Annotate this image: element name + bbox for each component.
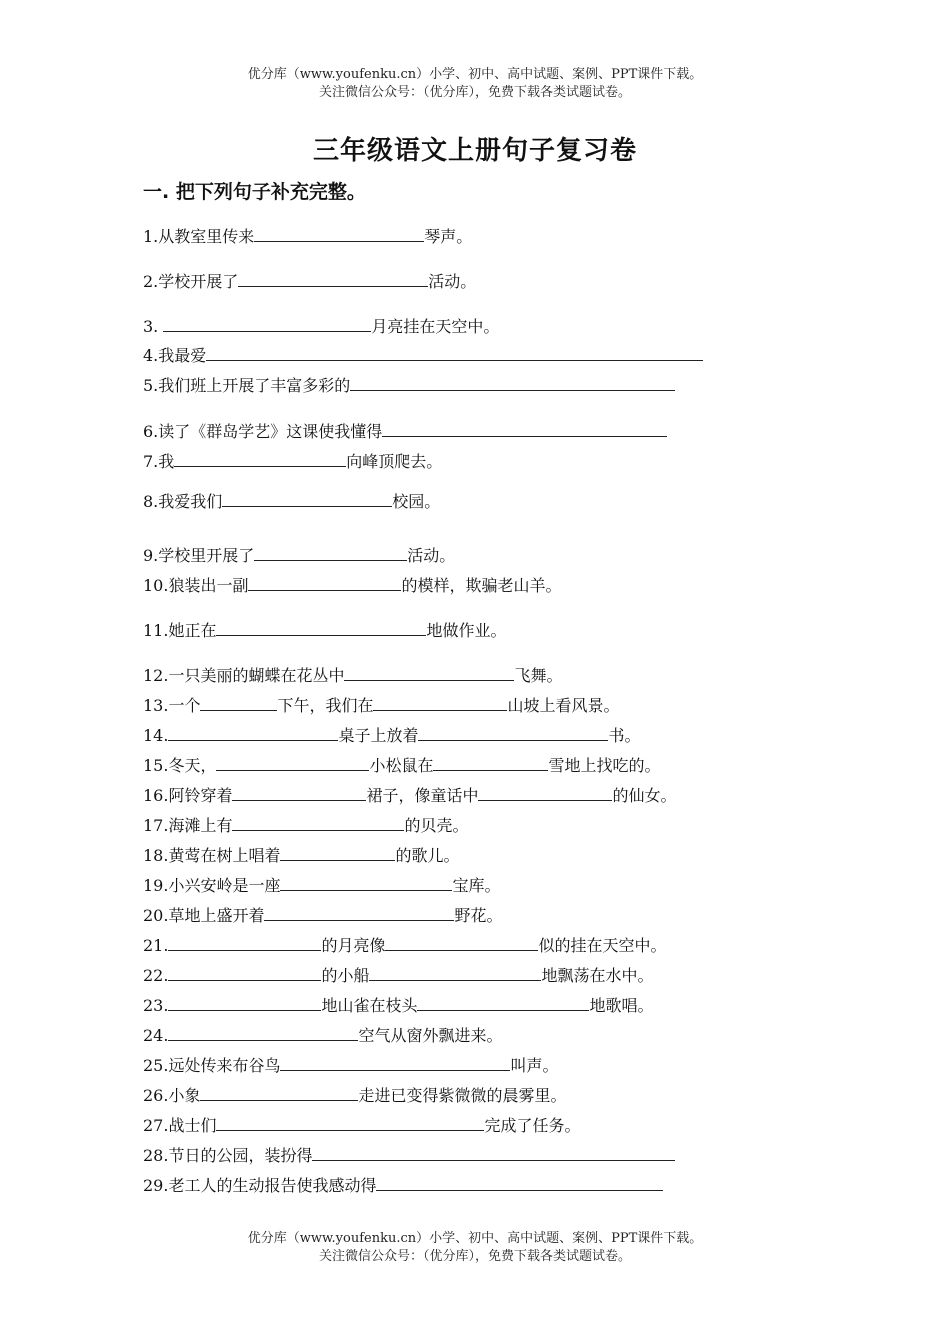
question-9: 9.学校里开展了 活动。	[143, 546, 456, 565]
question-22: 22. 的小船 地飘荡在水中。	[143, 966, 654, 985]
question-6: 6.读了《群岛学艺》这课使我懂得	[143, 421, 667, 443]
question-14: 14. 桌子上放着 书。	[143, 726, 641, 745]
question-10: 10.狼装出一副 的模样，欺骗老山羊。	[143, 576, 562, 595]
question-3: 3. 月亮挂在天空中。	[143, 317, 500, 336]
answer-blank[interactable]	[417, 995, 589, 1011]
answer-blank[interactable]	[206, 345, 703, 361]
answer-blank[interactable]	[280, 1055, 510, 1071]
question-16: 16.阿铃穿着 裙子，像童话中 的仙女。	[143, 786, 677, 805]
question-20: 20.草地上盛开着 野花。	[143, 906, 503, 925]
bottom-footer	[0, 1230, 950, 1266]
answer-blank[interactable]	[168, 965, 321, 981]
answer-blank[interactable]	[216, 620, 426, 636]
question-28: 28.节日的公园，装扮得	[143, 1145, 675, 1167]
answer-blank[interactable]	[174, 451, 346, 467]
question-24: 24. 空气从窗外飘进来。	[143, 1026, 503, 1045]
answer-blank[interactable]	[385, 935, 538, 951]
page-title: 三年级语文上册句子复习卷	[312, 136, 637, 166]
section-title: 一. 把下列句子补充完整。	[143, 181, 366, 203]
question-21: 21. 的月亮像 似的挂在天空中。	[143, 936, 667, 955]
answer-blank[interactable]	[312, 1145, 675, 1161]
question-27: 27.战士们 完成了任务。	[143, 1116, 581, 1135]
footer-line-1: 优分库（www.youfenku.cn）小学、初中、高中试题、案例、PPT课件下载。	[247, 1231, 703, 1246]
answer-blank[interactable]	[350, 375, 675, 391]
question-5: 5.我们班上开展了丰富多彩的	[143, 375, 675, 397]
answer-blank[interactable]	[254, 226, 424, 242]
answer-blank[interactable]	[248, 575, 401, 591]
question-13: 13.一个 下午，我们在 山坡上看风景。	[143, 696, 620, 715]
header-line-2: 关注微信公众号：（优分库），免费下载各类试题试卷。	[318, 85, 631, 100]
answer-blank[interactable]	[433, 755, 548, 771]
question-18: 18.黄莺在树上唱着 的歌儿。	[143, 846, 460, 865]
answer-blank[interactable]	[373, 695, 507, 711]
answer-blank[interactable]	[418, 725, 608, 741]
answer-blank[interactable]	[168, 935, 321, 951]
question-11: 11.她正在 地做作业。	[143, 621, 507, 640]
answer-blank[interactable]	[200, 695, 277, 711]
answer-blank[interactable]	[382, 421, 667, 437]
answer-blank[interactable]	[168, 725, 338, 741]
answer-blank[interactable]	[232, 815, 404, 831]
answer-blank[interactable]	[254, 545, 407, 561]
header-line-1: 优分库（www.youfenku.cn）小学、初中、高中试题、案例、PPT课件下载。	[247, 67, 703, 82]
question-26: 26.小象 走进已变得紫微微的晨雾里。	[143, 1086, 567, 1105]
answer-blank[interactable]	[222, 491, 392, 507]
answer-blank[interactable]	[238, 271, 428, 287]
answer-blank[interactable]	[216, 755, 369, 771]
answer-blank[interactable]	[163, 316, 371, 332]
question-1: 1.从教室里传来 琴声。	[143, 227, 473, 246]
answer-blank[interactable]	[376, 1175, 663, 1191]
answer-blank[interactable]	[280, 875, 452, 891]
question-12: 12.一只美丽的蝴蝶在花丛中 飞舞。	[143, 666, 563, 685]
answer-blank[interactable]	[168, 995, 321, 1011]
question-2: 2.学校开展了 活动。	[143, 272, 477, 291]
question-7: 7.我 向峰顶爬去。	[143, 452, 443, 471]
question-17: 17.海滩上有 的贝壳。	[143, 816, 469, 835]
question-29: 29.老工人的生动报告使我感动得	[143, 1175, 663, 1197]
answer-blank[interactable]	[232, 785, 366, 801]
answer-blank[interactable]	[478, 785, 612, 801]
question-23: 23. 地山雀在枝头 地歌唱。	[143, 996, 654, 1015]
answer-blank[interactable]	[264, 905, 454, 921]
answer-blank[interactable]	[369, 965, 541, 981]
answer-blank[interactable]	[280, 845, 395, 861]
answer-blank[interactable]	[200, 1085, 358, 1101]
question-4: 4.我最爱	[143, 345, 703, 367]
answer-blank[interactable]	[344, 665, 514, 681]
question-19: 19.小兴安岭是一座 宝库。	[143, 876, 501, 895]
top-header	[0, 66, 950, 102]
answer-blank[interactable]	[216, 1115, 484, 1131]
question-8: 8.我爱我们 校园。	[143, 492, 441, 511]
question-15: 15.冬天， 小松鼠在 雪地上找吃的。	[143, 756, 661, 775]
footer-line-2: 关注微信公众号：（优分库），免费下载各类试题试卷。	[318, 1249, 631, 1264]
answer-blank[interactable]	[168, 1025, 358, 1041]
question-25: 25.远处传来布谷鸟 叫声。	[143, 1056, 559, 1075]
